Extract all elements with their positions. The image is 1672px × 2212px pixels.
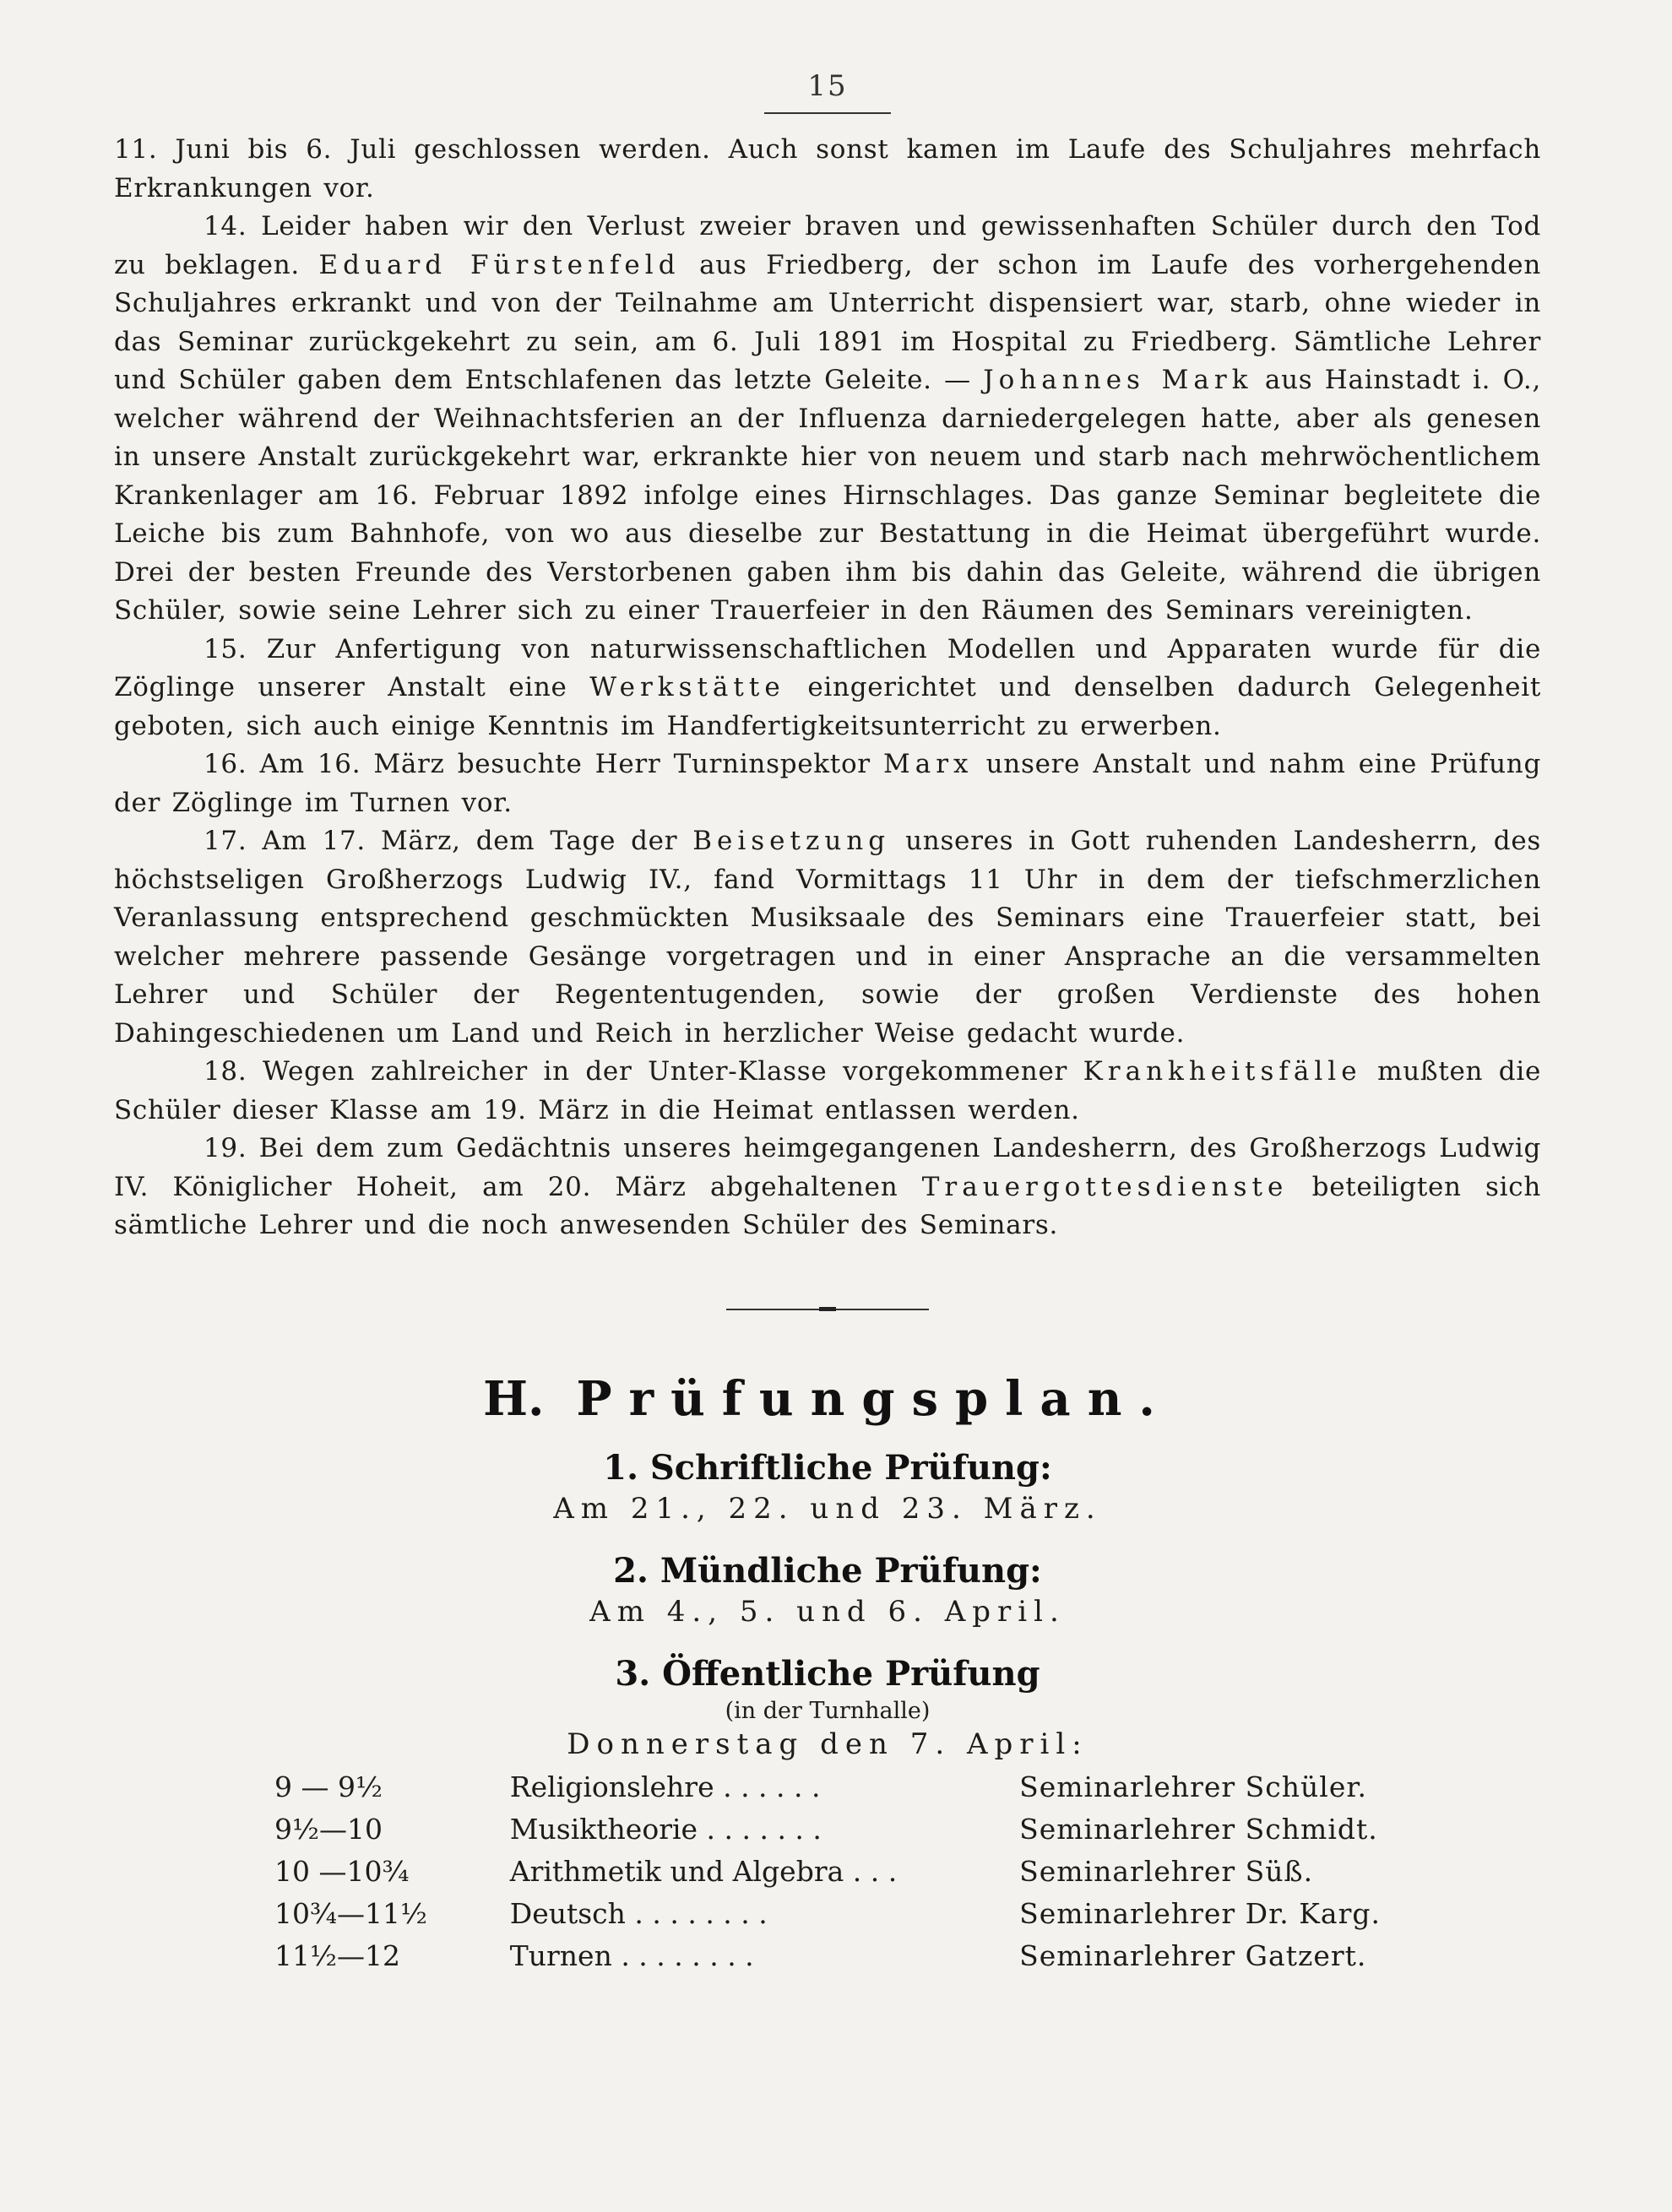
document-page [114,69,1542,1977]
spaced-name: Marx [882,749,974,779]
text-run: eingerichtet und denselben dadurch Gelegenheit geboten, sich auch einige Kenntnis im Handfertigkeitsunterricht zu erwerben. [114,672,1541,741]
divider-mark [819,1307,836,1311]
public-exam-note: (in der Turnhalle) [725,1698,931,1725]
schedule-subject: Deutsch . . . . . . . . [509,1897,768,1931]
text-run: aus Hainstadt i. O., welcher während der Weihnachtsferien an der Influenza darniedergelegen hatte, aber als genesen in unsere Anstalt zurückgekehrt war, erkrankte hier von neuem und starb nach mehrwöchentlichem Krankenlager am 16. Februar 1892 infolge eines Hirnschlages. Das ganze Seminar begleitete die Leiche bis zum Bahnhofe, von wo aus dieselbe zur Bestattung in die Heimat übergeführt wurde. Drei der besten Freunde des Verstorbenen gaben ihm bis dahin das Geleite, während die übrigen Schüler, sowie seine Lehrer sich zu einer Trauerfeier in den Räumen des Seminars vereinigten. [114,365,1542,626]
text-run: 14. Leider haben wir den Verlust zweier braven und gewissenhaften Schüler durch den Tod zu beklagen. [114,211,1541,280]
schedule-time: 11½—12 [274,1939,400,1973]
page-number-rule [764,112,891,114]
paragraph [114,131,1541,208]
schedule-subject: Turnen . . . . . . . . [509,1939,754,1973]
oral-exam-heading: 2. Mündliche Prüfung: [613,1550,1042,1591]
spaced-name: Krankheitsfälle [1083,1056,1362,1087]
text-run: beteiligten sich sämtliche Lehrer und die noch anwesenden Schüler des Seminars. [114,1171,1541,1240]
spaced-name: Johannes Mark [983,365,1253,395]
text-run: unsere Anstalt und nahm eine Prüfung der Zöglinge im Turnen vor. [114,749,1541,818]
text-run: 11. Juni bis 6. Juli geschlossen werden. Auch sonst kamen im Laufe des Schuljahres mehrfach Erkrankungen vor. [114,134,1541,203]
schedule-teacher: Seminarlehrer Dr. Karg. [1019,1897,1381,1931]
public-exam-date: Donnerstag den 7. April: [567,1727,1088,1762]
text-run: 16. Am 16. März besuchte Herr Turninspektor [204,749,883,779]
section-divider [726,1309,929,1310]
paragraph [114,1130,1541,1245]
oral-exam [114,1549,1541,1630]
text-run: 18. Wegen zahlreicher in der Unter-Klasse vorgekommener [204,1056,1083,1087]
schedule-teacher: Seminarlehrer Gatzert. [1019,1939,1367,1973]
exam-schedule [114,1766,1381,1977]
schedule-teacher: Seminarlehrer Schmidt. [1019,1813,1378,1846]
schedule-teacher: Seminarlehrer Schüler. [1019,1770,1368,1804]
public-exam-heading: 3. Öffentliche Prüfung [615,1654,1040,1694]
schedule-row [114,1893,1381,1935]
text-run: unseres in Gott ruhenden Landesherrn, des höchstseligen Großherzogs Ludwig IV., fand Vormittags 11 Uhr in dem der tiefschmerzlichen Veranlassung entsprechend geschmückten Musiksaale des Seminars eine Trauerfeier statt, bei welcher mehrere passende Gesänge vorgetragen und in einer Ansprache an die versammelten Lehrer und Schüler der Regententugenden, sowie der großen Verdienste des hohen Dahingeschiedenen um Land und Reich in herzlicher Weise gedacht wurde. [114,826,1541,1049]
section-title-text: Prüfungsplan. [576,1370,1172,1427]
schedule-time: 9½—10 [274,1813,383,1846]
written-exam-heading: 1. Schriftliche Prüfung: [603,1447,1052,1488]
text-run: mußten die Schüler dieser Klasse am 19. März in die Heimat entlassen werden. [114,1056,1541,1125]
schedule-row [114,1808,1381,1851]
paragraph [114,745,1541,822]
schedule-time: 10¾—11½ [274,1897,427,1931]
schedule-subject: Arithmetik und Algebra . . . [509,1855,898,1889]
page-number: 15 [807,69,848,103]
spaced-name: Werkstätte [589,672,785,702]
schedule-row [114,1851,1381,1893]
written-exam-date: Am 21., 22. und 23. März. [553,1491,1102,1526]
schedule-teacher: Seminarlehrer Süß. [1019,1855,1314,1889]
oral-exam-date: Am 4., 5. und 6. April. [589,1594,1066,1629]
section-title [114,1371,1541,1428]
spaced-name: Trauergottesdienste [921,1171,1289,1202]
schedule-row [114,1766,1381,1808]
text-run: aus Friedberg, der schon im Laufe des vorhergehenden Schuljahres erkrankt und von der Teilnahme am Unterricht dispensiert war, starb, ohne wieder in das Seminar zurückgekehrt zu sein, am 6. Juli 1891 im Hospital zu Friedberg. Sämtliche Lehrer und Schüler gaben dem Entschlafenen das letzte Geleite. — [114,249,1541,395]
section-letter: H. [483,1370,545,1427]
body-text [114,131,1541,1245]
text-run: 19. Bei dem zum Gedächtnis unseres heimgegangenen Landesherrn, des Großherzogs Ludwig IV. Königlicher Hoheit, am 20. März abgehaltenen [114,1133,1541,1202]
schedule-row [114,1935,1381,1977]
text-run: 17. Am 17. März, dem Tage der [204,826,693,856]
paragraph [114,822,1541,1053]
public-exam [114,1652,1541,1763]
spaced-name: Eduard Fürstenfeld [318,249,681,280]
schedule-time: 9 — 9½ [274,1770,383,1804]
spaced-name: Beisetzung [692,826,891,856]
paragraph [114,631,1541,746]
paragraph [114,1053,1541,1130]
text-run: 15. Zur Anfertigung von naturwissenschaftlichen Modellen und Apparaten wurde für die Zöglinge unserer Anstalt eine [114,633,1541,702]
written-exam [114,1446,1541,1527]
schedule-subject: Religionslehre . . . . . . [509,1770,821,1804]
schedule-subject: Musiktheorie . . . . . . . [509,1813,822,1846]
schedule-time: 10 —10¾ [274,1855,410,1889]
paragraph [114,208,1541,631]
